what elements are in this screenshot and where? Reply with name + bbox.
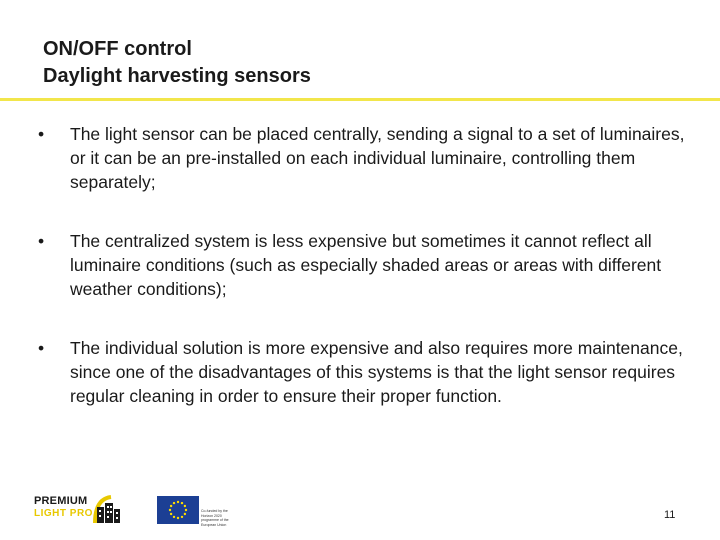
bullet-item xyxy=(38,229,688,301)
premium-light-pro-logo xyxy=(34,493,129,533)
logo-text-light-pro: LIGHT PRO xyxy=(34,508,93,519)
bullet-text: The individual solution is more expensive and also requires more maintenance, since one of the disadvantages of this systems is that the light sensor requires regular cleaning in order to ensure their proper function. xyxy=(70,338,683,406)
bullet-item xyxy=(38,336,688,408)
slide-footer xyxy=(0,488,720,540)
bullet-dot: • xyxy=(38,338,45,358)
eu-stars-icon xyxy=(157,496,199,524)
eu-funding-caption: Co-funded by the Horizon 2020 programme of the European Union xyxy=(201,509,229,527)
bullet-text: The centralized system is less expensive but sometimes it cannot reflect all luminaire conditions (such as especially shaded areas or areas with different weather conditions); xyxy=(70,231,662,299)
title-line-2: Daylight harvesting sensors xyxy=(43,65,311,87)
bullet-list xyxy=(38,122,688,443)
bullet-dot: • xyxy=(38,231,45,251)
page-number: 11 xyxy=(664,509,676,521)
bullet-text: The light sensor can be placed centrally, sending a signal to a set of luminaires, or it can be an pre-installed on each individual luminaire, controlling them separately; xyxy=(70,124,685,192)
title-divider xyxy=(0,98,720,101)
building-icon xyxy=(89,493,123,527)
title-line-1: ON/OFF control xyxy=(43,38,192,60)
eu-flag-logo xyxy=(157,496,199,524)
logo-text-premium: PREMIUM xyxy=(34,495,88,507)
slide-title xyxy=(43,36,311,90)
bullet-dot: • xyxy=(38,124,45,144)
bullet-item xyxy=(38,122,688,194)
